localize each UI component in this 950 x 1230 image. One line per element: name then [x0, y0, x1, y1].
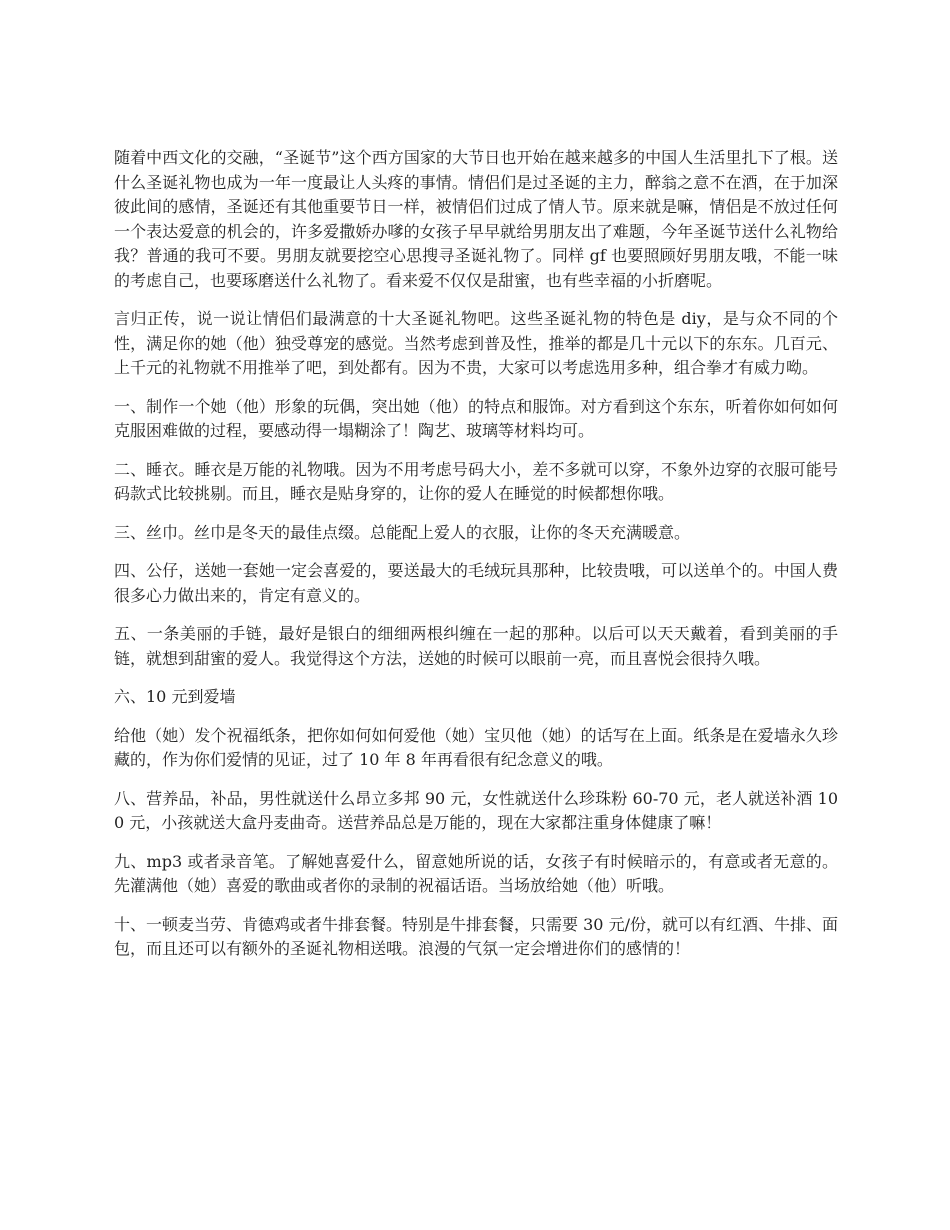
paragraph-item-10: 十、一顿麦当劳、肯德鸡或者牛排套餐。特别是牛排套餐，只需要 30 元/份，就可以有红酒、牛排、面包，而且还可以有额外的圣诞礼物相送哦。浪漫的气氛一定会增进你们的感情的！: [114, 914, 838, 958]
paragraph-item-8: 八、营养品，补品，男性就送什么昂立多邦 90 元，女性就送什么珍珠粉 60-70 元，老人就送补酒 100 元，小孩就送大盒丹麦曲奇。送营养品总是万能的，现在大家都注重身体健康了嘛！: [114, 788, 838, 832]
paragraph-item-1: 一、制作一个她（他）形象的玩偶，突出她（他）的特点和服饰。对方看到这个东东，听着你如何如何克服困难做的过程，要感动得一塌糊涂了！陶艺、玻璃等材料均可。: [114, 396, 838, 440]
paragraph-item-9: 九、mp3 或者录音笔。了解她喜爱什么，留意她所说的话，女孩子有时候暗示的，有意或者无意的。先灌满他（她）喜爱的歌曲或者你的录制的祝福话语。当场放给她（他）听哦。: [114, 851, 838, 895]
paragraph-item-2: 二、睡衣。睡衣是万能的礼物哦。因为不用考虑号码大小，差不多就可以穿，不象外边穿的衣服可能号码款式比较挑剔。而且，睡衣是贴身穿的，让你的爱人在睡觉的时候都想你哦。: [114, 459, 838, 503]
paragraph-item-6-heading: 六、10 元到爱墙: [114, 687, 236, 706]
paragraph-intro: 随着中西文化的交融，“圣诞节”这个西方国家的大节日也开始在越来越多的中国人生活里扎下了根。送什么圣诞礼物也成为一年一度最让人头疼的事情。情侣们是过圣诞的主力，醉翁之意不在酒，在于加深彼此间的感情，圣诞还有其他重要节日一样，被情侣们过成了情人节。原来就是嘛，情侣是不放过任何一个表达爱意的机会的，许多爱撒娇办嗲的女孩子早早就给男朋友出了难题，今年圣诞节送什么礼物给我？普通的我可不要。男朋友就要挖空心思搜寻圣诞礼物了。同样 gf 也要照顾好男朋友哦，不能一味的考虑自己，也要琢磨送什么礼物了。看来爱不仅仅是甜蜜，也有些幸福的小折磨呢。: [114, 148, 838, 290]
paragraph-item-5: 五、一条美丽的手链，最好是银白的细细两根纠缠在一起的那种。以后可以天天戴着，看到美丽的手链，就想到甜蜜的爱人。我觉得这个方法，送她的时候可以眼前一亮，而且喜悦会很持久哦。: [114, 624, 838, 668]
paragraph-item-6-body: 给他（她）发个祝福纸条，把你如何如何爱他（她）宝贝他（她）的话写在上面。纸条是在爱墙永久珍藏的，作为你们爱情的见证，过了 10 年 8 年再看很有纪念意义的哦。: [114, 725, 838, 769]
paragraph-item-4: 四、公仔，送她一套她一定会喜爱的，要送最大的毛绒玩具那种，比较贵哦，可以送单个的。中国人费很多心力做出来的，肯定有意义的。: [114, 561, 838, 605]
document-body: [114, 146, 838, 976]
paragraph-overview: 言归正传，说一说让情侣们最满意的十大圣诞礼物吧。这些圣诞礼物的特色是 diy，是与众不同的个性，满足你的她（他）独受尊宠的感觉。当然考虑到普及性，推举的都是几十元以下的东东。几百元、上千元的礼物就不用推举了吧，到处都有。因为不贵，大家可以考虑选用多种，组合拳才有威力呦。: [114, 309, 838, 377]
paragraph-item-3: 三、丝巾。丝巾是冬天的最佳点缀。总能配上爱人的衣服，让你的冬天充满暖意。: [114, 522, 691, 542]
